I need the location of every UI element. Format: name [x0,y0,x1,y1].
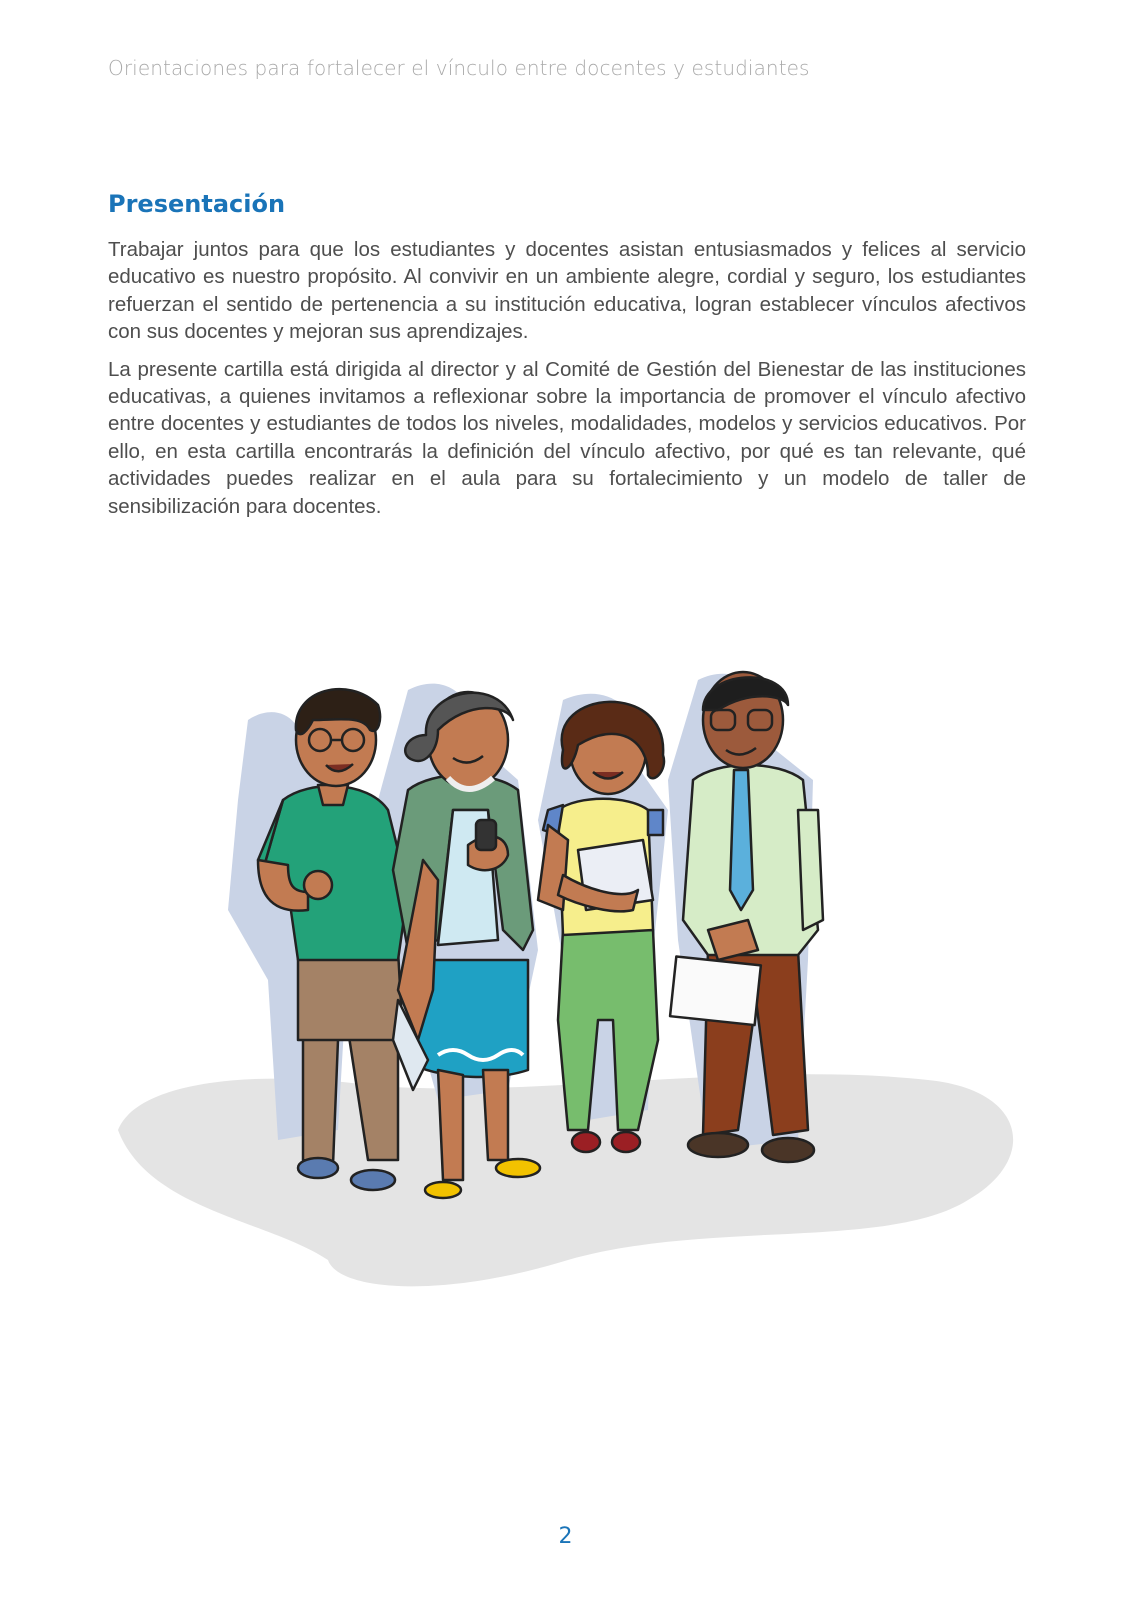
paragraph-audience: La presente cartilla está dirigida al director y al Comité de Gestión del Bienestar de las instituciones educativas, a quienes invitamos a reflexionar sobre la importancia de promover el vínculo afectivo entre docentes y estudiantes de todos los niveles, modalidades, modelos y servicios educativos. Por ello, en esta cartilla encontrarás la definición del vínculo afectivo, por qué es tan relevante, qué actividades puedes realizar en el aula para su fortalecimiento y un modelo de taller de sensibilización para docentes. [108,357,1026,518]
paragraph-intro: Trabajar juntos para que los estudiantes y docentes asistan entusiasmados y felices al servicio educativo es nuestro propósito. Al convivir en un ambiente alegre, cordial y seguro, los estudiantes refuerzan el sentido de pertenencia a su institución educativa, logran establecer vínculos afectivos con sus docentes y mejoran sus aprendizajes. [108,238,1026,344]
body-text [108,236,1026,530]
people-illustration [108,660,1038,1360]
running-header: Orientaciones para fortalecer el vínculo entre docentes y estudiantes [108,56,810,80]
section-title: Presentación [108,190,286,218]
page-number: 2 [558,1524,573,1549]
